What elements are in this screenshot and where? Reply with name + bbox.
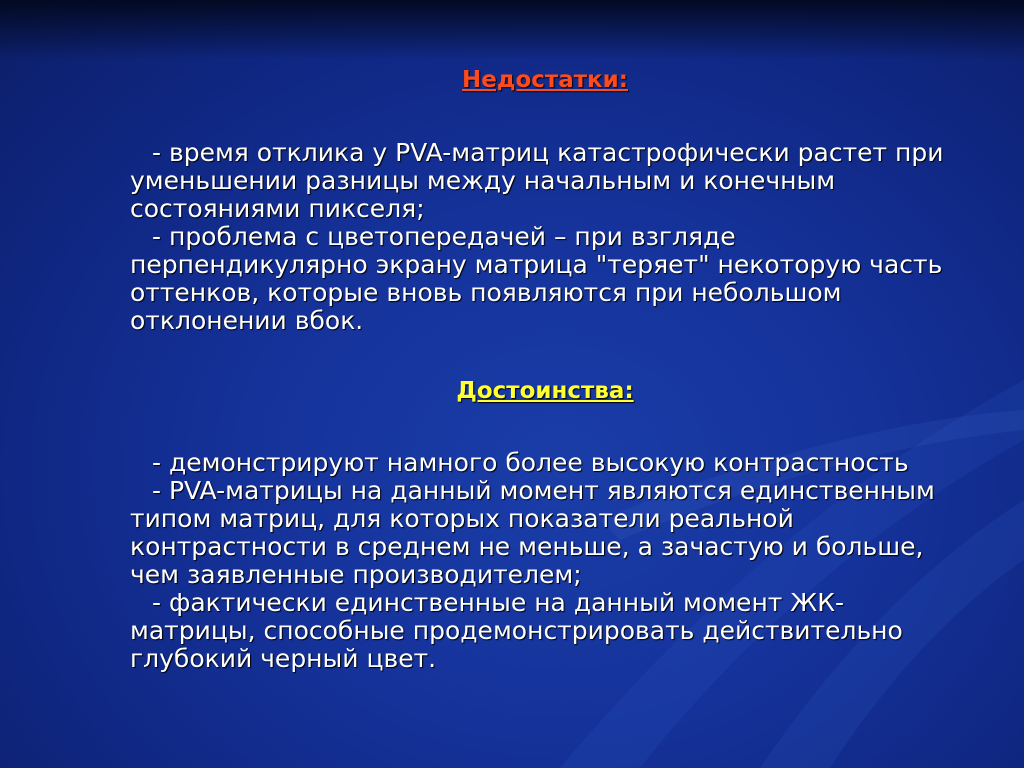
disadvantage-item: - время отклика у PVA-матриц катастрофически растет при уменьшении разницы между начальным и конечным состояниями пикселя;: [130, 138, 944, 223]
slide-content: [130, 60, 960, 673]
advantage-item: - фактически единственные на данный момент ЖК-матрицы, способные продемонстрировать действительно глубокий черный цвет.: [130, 588, 903, 673]
advantages-heading: Достоинства:: [456, 378, 634, 404]
disadvantages-heading: Недостатки:: [462, 67, 628, 93]
advantage-item: - демонстрируют намного более высокую контрастность: [152, 448, 909, 477]
advantage-item: - PVA-матрицы на данный момент являются единственным типом матриц, для которых показатели реальной контрастности в среднем не меньше, а зачастую и больше, чем заявленные производителем;: [130, 476, 935, 589]
disadvantage-item: - проблема с цветопередачей – при взгляде перпендикулярно экрану матрица "теряет" некоторую часть оттенков, которые вновь появляются при небольшом отклонении вбок.: [130, 222, 943, 335]
